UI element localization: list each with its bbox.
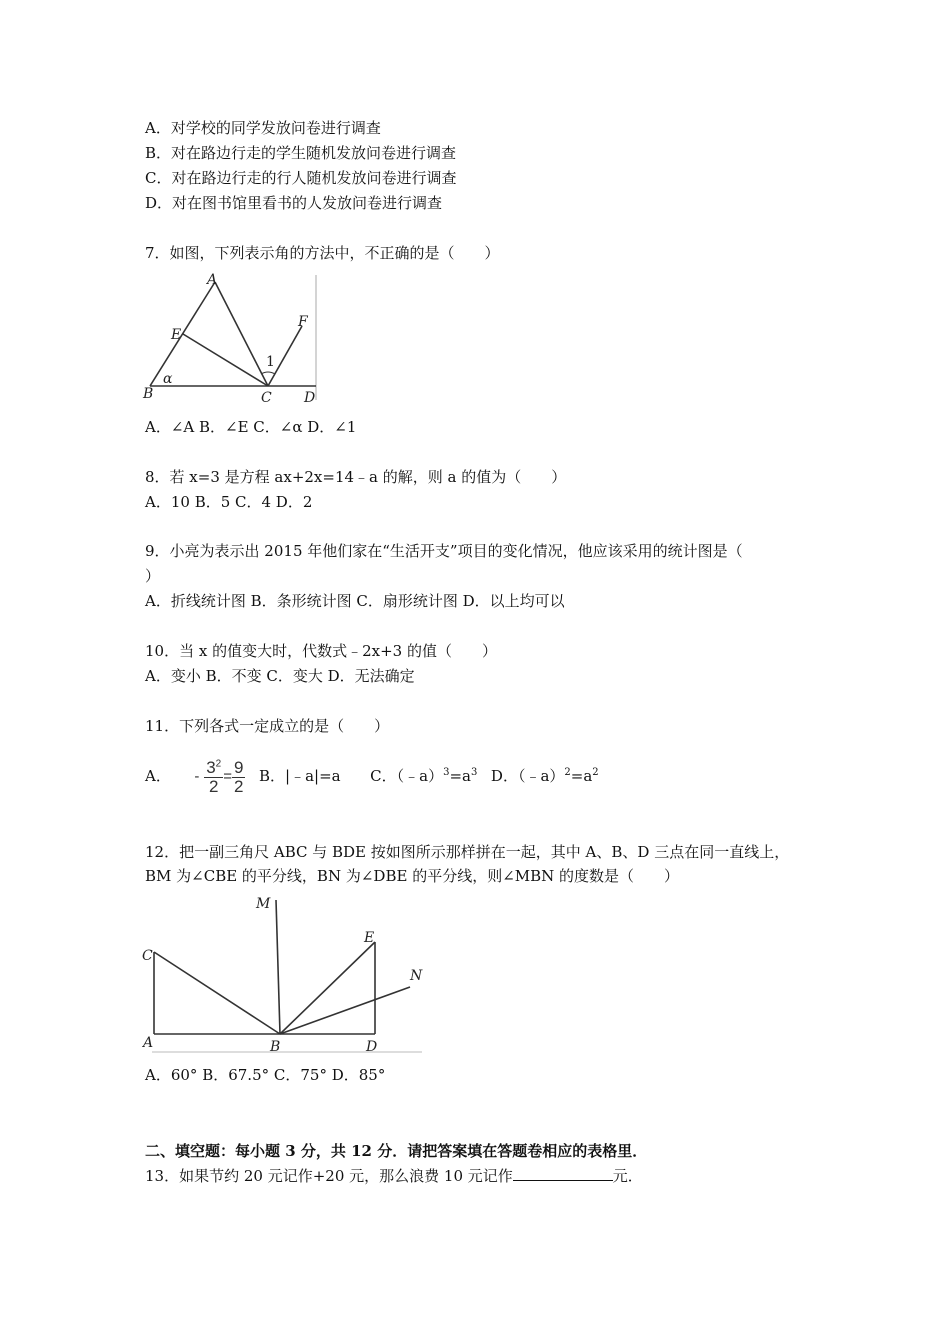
section2-heading: 二、填空题：每小题 3 分，共 12 分．请把答案填在答题卷相应的表格里． [145,1142,648,1160]
q11-option-b: B．|﹣a|=a [259,767,341,785]
q12-options: A．60° B．67.5° C．75° D．85° [145,1066,386,1084]
q11-option-a-minus: - [194,768,200,785]
q7-label-alpha: α [163,371,173,387]
q11-frac1-den: 2 [208,776,219,796]
q11-frac2-num: 9 [233,757,244,777]
q7-figure [140,270,330,410]
q11-option-c [370,767,477,785]
q7-label-f: F [298,314,308,330]
q13-stem [145,1166,643,1186]
q10-options: A．变小 B．不变 C．变大 D．无法确定 [145,667,415,685]
q9-options: A．折线统计图 B．条形统计图 C．扇形统计图 D．以上均可以 [145,592,565,610]
q11-option-d [491,767,599,785]
q7-label-e: E [171,327,182,343]
q7-label-a: A [207,272,218,288]
q7-line-ba [150,282,215,386]
q11-option-d-mid: =a [570,767,593,785]
q7-options: A．∠A B．∠E C．∠α D．∠1 [145,418,357,436]
q12-stem-line1: 12．把一副三角尺 ABC 与 BDE 按如图所示那样拼在一起，其中 A、B、D 三点在同一直线上， [145,843,790,861]
q7-label-d: D [304,390,316,406]
q9-stem-cont: ） [145,567,161,585]
q12-label-c: C [142,948,153,964]
q12-label-a: A [143,1035,154,1051]
q11-frac2-den: 2 [233,776,244,796]
q12-line-be [280,942,375,1034]
q11-option-a-fraction-left [204,759,223,796]
q12-label-d: D [366,1039,378,1055]
q11-option-d-pre: D．（﹣a） [490,767,565,785]
q12-stem-line2: BM 为∠CBE 的平分线，BN 为∠DBE 的平分线，则∠MBN 的度数是（ ） [145,867,680,885]
q11-frac1-num: 3 [206,757,216,777]
q12-label-m: M [256,896,271,912]
q13-answer-blank[interactable] [513,1166,613,1181]
q6-option-c: C．对在路边行走的行人随机发放问卷进行调查 [145,169,457,187]
q7-stem: 7．如图，下列表示角的方法中，不正确的是（ ） [145,244,500,262]
q7-angle-arc [261,372,275,374]
q11-option-c-pre: C．（﹣a） [370,767,444,785]
q11-frac1-sup: 2 [215,757,222,769]
q11-option-c-mid: =a [449,767,471,785]
q11-option-d-exp2: 2 [592,767,599,778]
q8-stem: 8．若 x=3 是方程 ax+2x=14﹣a 的解，则 a 的值为（ ） [145,468,567,486]
q11-option-d-exp1: 2 [564,767,571,778]
q6-option-a: A．对学校的同学发放问卷进行调查 [145,119,381,137]
q9-stem: 9．小亮为表示出 2015 年他们家在“生活开支”项目的变化情况，他应该采用的统计图是（ [145,542,743,560]
q7-label-one: 1 [266,354,275,370]
q11-option-c-exp2: 3 [470,767,478,778]
q7-label-b: B [143,386,154,402]
q6-option-b: B．对在路边行走的学生随机发放问卷进行调查 [145,144,457,162]
q11-stem: 11．下列各式一定成立的是（ ） [145,717,390,735]
q12-line-cb [154,952,280,1034]
q11-option-a-label: A． [145,767,171,785]
q12-label-n: N [410,968,423,984]
q12-line-bm [276,900,280,1034]
q12-label-e: E [364,930,375,946]
q12-line-bn [280,987,410,1034]
q11-option-a-equals: = [223,768,232,785]
q12-label-b: B [270,1039,281,1055]
q10-stem: 10．当 x 的值变大时，代数式﹣2x+3 的值（ ） [145,642,497,660]
q11-options [145,756,599,800]
q13-stem-pre: 13．如果节约 20 元记作+20 元，那么浪费 10 元记作 [145,1167,513,1185]
q11-option-a-fraction-right [232,759,245,796]
q7-label-c: C [261,390,272,406]
q8-options: A．10 B．5 C．4 D．2 [145,493,313,511]
q13-stem-post: 元． [612,1167,643,1185]
q12-figure [140,892,430,1062]
q6-option-d: D．对在图书馆里看书的人发放问卷进行调查 [145,194,443,212]
q11-option-c-exp1: 3 [443,767,450,778]
